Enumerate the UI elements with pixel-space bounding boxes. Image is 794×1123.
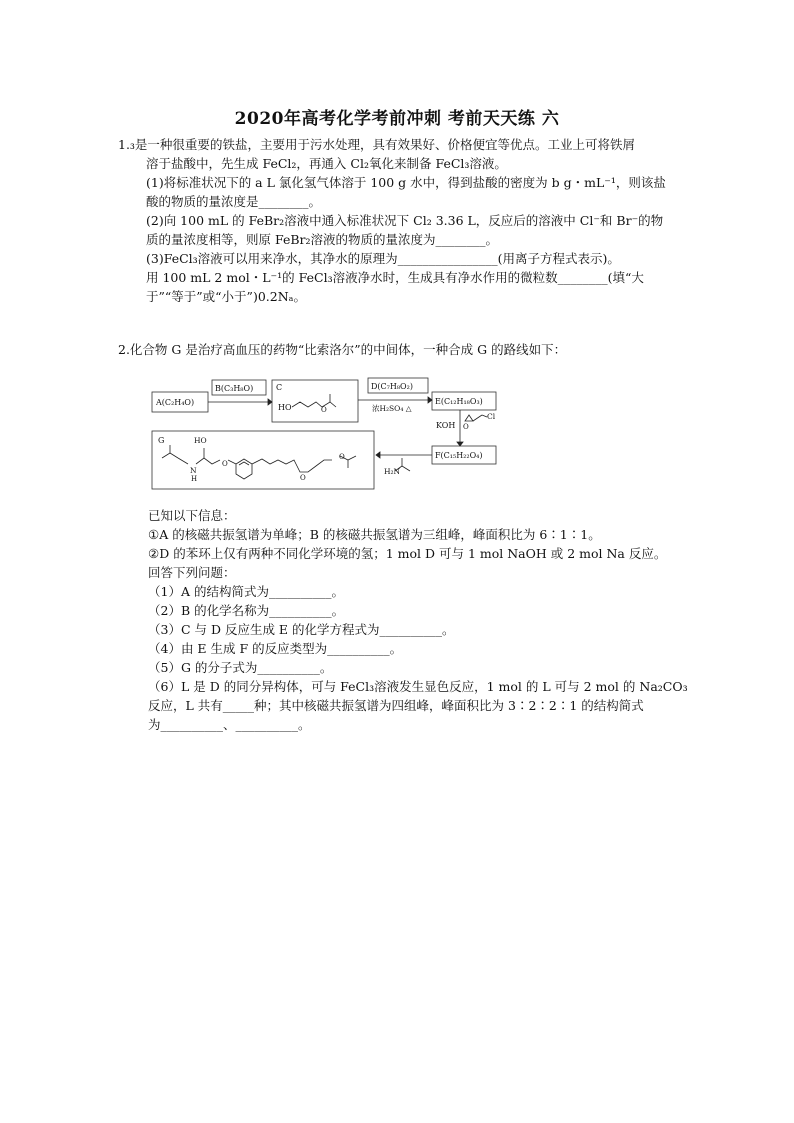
g-ether-o2-label: O — [300, 474, 306, 482]
g-hydroxyl-label: HO — [194, 436, 207, 445]
info-line: 已知以下信息： — [148, 508, 236, 523]
sub-question: 为__________、__________。 — [148, 717, 311, 732]
g-ether-o1-label: O — [222, 460, 228, 468]
sub-question: （1）A 的结构简式为__________。 — [148, 584, 344, 599]
compound-a-label: A(C₂H₄O) — [156, 398, 195, 407]
sub-question: （5）G 的分子式为__________。 — [148, 660, 333, 675]
chloro-label: Cl — [487, 412, 496, 421]
g-amine-h-label: H — [191, 475, 198, 483]
compound-f-label: F(C₁₅H₂₂O₄) — [435, 451, 483, 460]
question-2-body — [148, 506, 718, 734]
g-ether-o3-label: O — [339, 453, 345, 461]
epoxide-o-label: O — [463, 423, 469, 431]
sub-question: （6）L 是 D 的同分异构体，可与 FeCl₃溶液发生显色反应，1 mol 的 L 可与 2 mol 的 Na₂CO₃ — [148, 679, 688, 694]
reagent-koh-label: KOH — [436, 421, 456, 430]
q1-line: 质的量浓度相等，则原 FeBr₂溶液的物质的量浓度为________。 — [146, 232, 499, 247]
compound-c-label: C — [276, 383, 283, 392]
question-1 — [118, 135, 718, 306]
q1-line: 酸的物质的量浓度是________。 — [146, 194, 322, 209]
c-ether-o-label: O — [321, 406, 327, 414]
compound-c-box — [272, 380, 358, 422]
info-line: ①A 的核磁共振氢谱为单峰；B 的核磁共振氢谱为三组峰，峰面积比为 6∶1∶1。 — [148, 527, 601, 542]
sub-question: （2）B 的化学名称为__________。 — [148, 603, 345, 618]
compound-g-label: G — [158, 436, 165, 445]
q1-line: 溶于盐酸中，先生成 FeCl₂，再通入 Cl₂氧化来制备 FeCl₃溶液。 — [146, 156, 507, 171]
synthesis-route-diagram — [150, 374, 500, 494]
info-line: ②D 的苯环上仅有两种不同化学环境的氢；1 mol D 可与 1 mol NaOH 或 2 mol Na 反应。 — [148, 546, 667, 561]
g-amine-n-label: N — [190, 466, 197, 475]
reagent-b-label: B(C₃H₈O) — [215, 384, 254, 393]
c-hydroxyl-label: HO — [278, 403, 292, 412]
page-title: 2020年高考化学考前冲刺 考前天天练 六 — [234, 109, 560, 129]
sub-question: 反应，L 共有_____种；其中核磁共振氢谱为四组峰，峰面积比为 3∶2∶2∶1 的结构简式 — [148, 698, 644, 713]
compound-e-label: E(C₁₂H₁₈O₃) — [435, 397, 483, 406]
amine-reagent-label: H₂N — [384, 467, 401, 476]
sub-question: （4）由 E 生成 F 的反应类型为__________。 — [148, 641, 403, 656]
q1-line: (3)FeCl₃溶液可以用来净水，其净水的原理为________________(用离子方程式表示)。 — [146, 251, 620, 266]
q1-line: (1)将标准状况下的 a L 氯化氢气体溶于 100 g 水中，得到盐酸的密度为 b g・mL⁻¹，则该盐 — [146, 175, 666, 190]
q1-line: 1.₃是一种很重要的铁盐，主要用于污水处理，具有效果好、价格便宜等优点。工业上可将铁屑 — [118, 137, 635, 152]
sub-question: （3）C 与 D 反应生成 E 的化学方程式为__________。 — [148, 622, 455, 637]
question-2-intro — [118, 340, 718, 359]
q2-intro: 2.化合物 G 是治疗高血压的药物“比索洛尔”的中间体，一种合成 G 的路线如下： — [118, 342, 567, 357]
condition-label: 浓H₂SO₄ △ — [372, 404, 412, 413]
info-line: 回答下列问题： — [148, 565, 236, 580]
q1-line: (2)向 100 mL 的 FeBr₂溶液中通入标准状况下 Cl₂ 3.36 L，反应后的溶液中 Cl⁻和 Br⁻的物 — [146, 213, 664, 228]
q1-line: 于”“等于”或“小于”)0.2Nₐ。 — [146, 289, 306, 304]
q1-line: 用 100 mL 2 mol・L⁻¹的 FeCl₃溶液净水时，生成具有净水作用的微粒数________(填“大 — [146, 270, 644, 285]
reagent-d-label: D(C₇H₈O₂) — [371, 382, 413, 391]
